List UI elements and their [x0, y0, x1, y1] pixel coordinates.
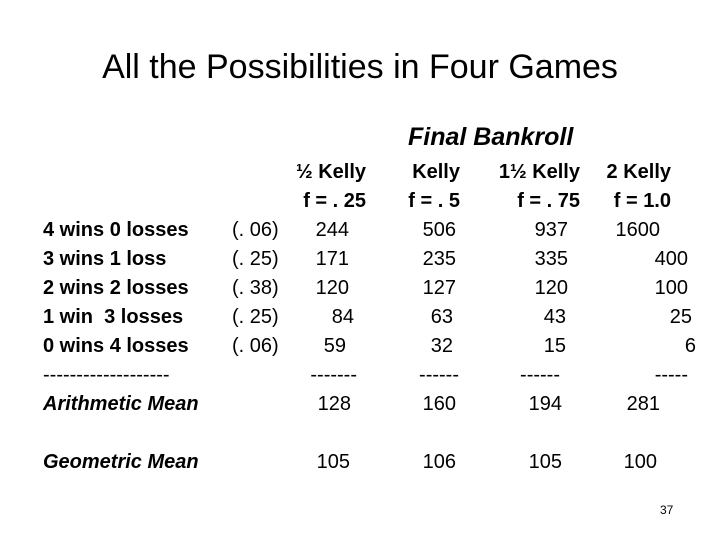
- col-header-two-kelly: 2 Kelly: [606, 161, 671, 183]
- cell-kelly: 235: [422, 248, 456, 270]
- final-bankroll-heading: Final Bankroll: [408, 123, 574, 151]
- cell-two-kelly: 6: [684, 335, 696, 357]
- row-label: 2 wins 2 losses: [43, 277, 189, 299]
- geometric-one-half-kelly: 105: [528, 451, 562, 473]
- cell-kelly: 506: [422, 219, 456, 241]
- col-f-two-kelly: f = 1.0: [613, 190, 671, 212]
- geometric-mean-label: Geometric Mean: [43, 451, 199, 473]
- page-number: 37: [660, 503, 674, 517]
- row-probability: (. 06): [232, 219, 279, 241]
- cell-two-kelly: 100: [654, 277, 688, 299]
- separator-two-kelly: -----: [654, 364, 688, 386]
- cell-two-kelly: 400: [654, 248, 688, 270]
- separator-kelly: ------: [419, 364, 459, 386]
- geometric-kelly: 106: [422, 451, 456, 473]
- cell-one-half-kelly: 43: [543, 306, 566, 328]
- arithmetic-mean-label: Arithmetic Mean: [43, 393, 199, 415]
- row-probability: (. 25): [232, 248, 279, 270]
- geometric-two-kelly: 100: [623, 451, 657, 473]
- col-header-kelly: Kelly: [412, 161, 460, 183]
- row-label: 1 win 3 losses: [43, 306, 184, 328]
- cell-kelly: 127: [422, 277, 456, 299]
- cell-kelly: 63: [430, 306, 453, 328]
- cell-kelly: 32: [430, 335, 453, 357]
- row-label: 3 wins 1 loss: [43, 248, 167, 270]
- row-probability: (. 06): [232, 335, 279, 357]
- cell-half-kelly: 120: [315, 277, 349, 299]
- cell-two-kelly: 1600: [615, 219, 660, 241]
- col-f-half-kelly: f = . 25: [303, 190, 366, 212]
- arithmetic-half-kelly: 128: [317, 393, 351, 415]
- cell-one-half-kelly: 120: [534, 277, 568, 299]
- row-probability: (. 25): [232, 306, 279, 328]
- arithmetic-two-kelly: 281: [626, 393, 660, 415]
- arithmetic-one-half-kelly: 194: [528, 393, 562, 415]
- col-header-half-kelly: ½ Kelly: [295, 161, 366, 183]
- arithmetic-kelly: 160: [422, 393, 456, 415]
- col-f-kelly: f = . 5: [408, 190, 460, 212]
- separator-line: -------------------: [43, 364, 170, 386]
- row-label: 0 wins 4 losses: [43, 335, 189, 357]
- separator-one-half-kelly: ------: [520, 364, 560, 386]
- cell-half-kelly: 171: [315, 248, 349, 270]
- cell-half-kelly: 244: [315, 219, 349, 241]
- separator-half-kelly: -------: [310, 364, 357, 386]
- cell-half-kelly: 84: [331, 306, 354, 328]
- row-probability: (. 38): [232, 277, 279, 299]
- row-label: 4 wins 0 losses: [43, 219, 189, 241]
- col-header-one-half-kelly: 1½ Kelly: [498, 161, 580, 183]
- col-f-one-half-kelly: f = . 75: [517, 190, 580, 212]
- geometric-half-kelly: 105: [316, 451, 350, 473]
- cell-one-half-kelly: 937: [534, 219, 568, 241]
- slide-title: All the Possibilities in Four Games: [102, 48, 618, 86]
- cell-half-kelly: 59: [323, 335, 346, 357]
- cell-one-half-kelly: 335: [534, 248, 568, 270]
- cell-two-kelly: 25: [669, 306, 692, 328]
- cell-one-half-kelly: 15: [543, 335, 566, 357]
